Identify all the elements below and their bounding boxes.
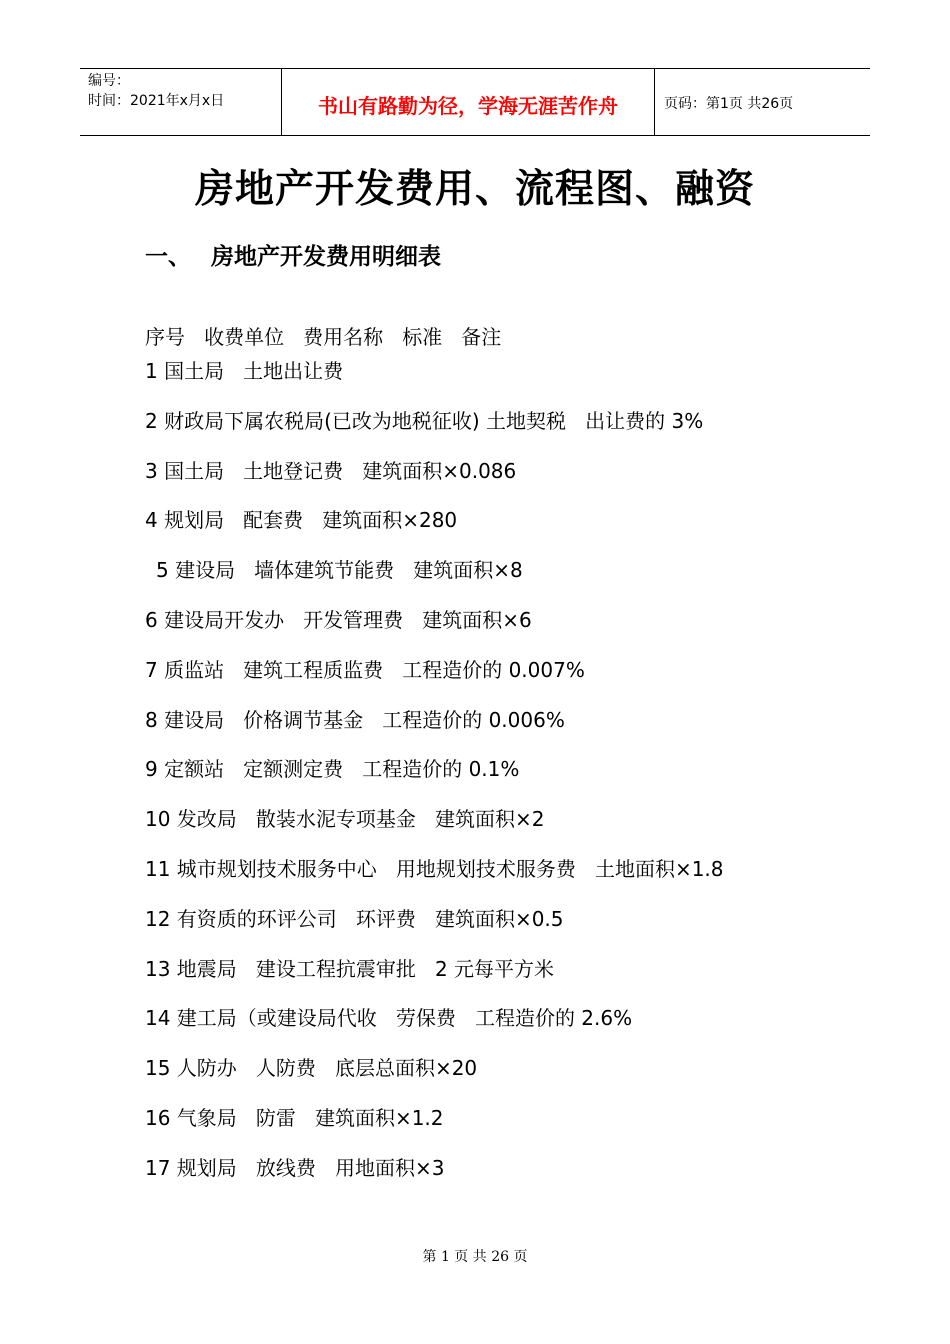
list-item: 4 规划局 配套费 建筑面积×280 bbox=[145, 508, 458, 533]
list-item: 16 气象局 防雷 建筑面积×1.2 bbox=[145, 1105, 444, 1130]
list-item: 8 建设局 价格调节基金 工程造价的 0.006% bbox=[145, 707, 565, 732]
section-heading bbox=[145, 238, 441, 271]
list-item: 5 建设局 墙体建筑节能费 建筑面积×8 bbox=[156, 558, 523, 583]
list-item: 2 财政局下属农税局(已改为地税征收) 土地契税 出让费的 3% bbox=[145, 408, 704, 433]
fee-list bbox=[145, 356, 905, 1203]
header-meta bbox=[80, 69, 282, 135]
header-page-info: 页码：第1页 共26页 bbox=[664, 96, 794, 112]
document-number-label: 编号： bbox=[88, 73, 130, 89]
list-item: 9 定额站 定额测定费 工程造价的 0.1% bbox=[145, 757, 520, 782]
table-column-header: 序号 收费单位 费用名称 标准 备注 bbox=[145, 325, 502, 349]
list-item: 7 质监站 建筑工程质监费 工程造价的 0.007% bbox=[145, 657, 585, 682]
list-item: 11 城市规划技术服务中心 用地规划技术服务费 土地面积×1.8 bbox=[145, 856, 724, 881]
list-item: 14 建工局（或建设局代收 劳保费 工程造价的 2.6% bbox=[145, 1006, 633, 1031]
list-item: 12 有资质的环评公司 环评费 建筑面积×0.5 bbox=[145, 906, 564, 931]
section-title: 房地产开发费用明细表 bbox=[211, 244, 441, 270]
list-item: 6 建设局开发办 开发管理费 建筑面积×6 bbox=[145, 607, 532, 632]
list-item: 1 国土局 土地出让费 bbox=[145, 359, 344, 383]
header-motto: 书山有路勤为径，学海无涯苦作舟 bbox=[282, 69, 655, 135]
list-item: 3 国土局 土地登记费 建筑面积×0.086 bbox=[145, 458, 517, 483]
page-header bbox=[80, 68, 870, 136]
list-item: 13 地震局 建设工程抗震审批 2 元每平方米 bbox=[145, 956, 555, 981]
list-item: 17 规划局 放线费 用地面积×3 bbox=[145, 1155, 445, 1180]
section-number: 一、 bbox=[145, 244, 191, 270]
list-item: 15 人防办 人防费 底层总面积×20 bbox=[145, 1056, 478, 1081]
page-footer: 第 1 页 共 26 页 bbox=[422, 1249, 528, 1265]
document-title: 房地产开发费用、流程图、融资 bbox=[194, 166, 755, 212]
document-date: 时间：2021年x月x日 bbox=[88, 93, 225, 109]
list-item: 10 发改局 散装水泥专项基金 建筑面积×2 bbox=[145, 807, 545, 832]
